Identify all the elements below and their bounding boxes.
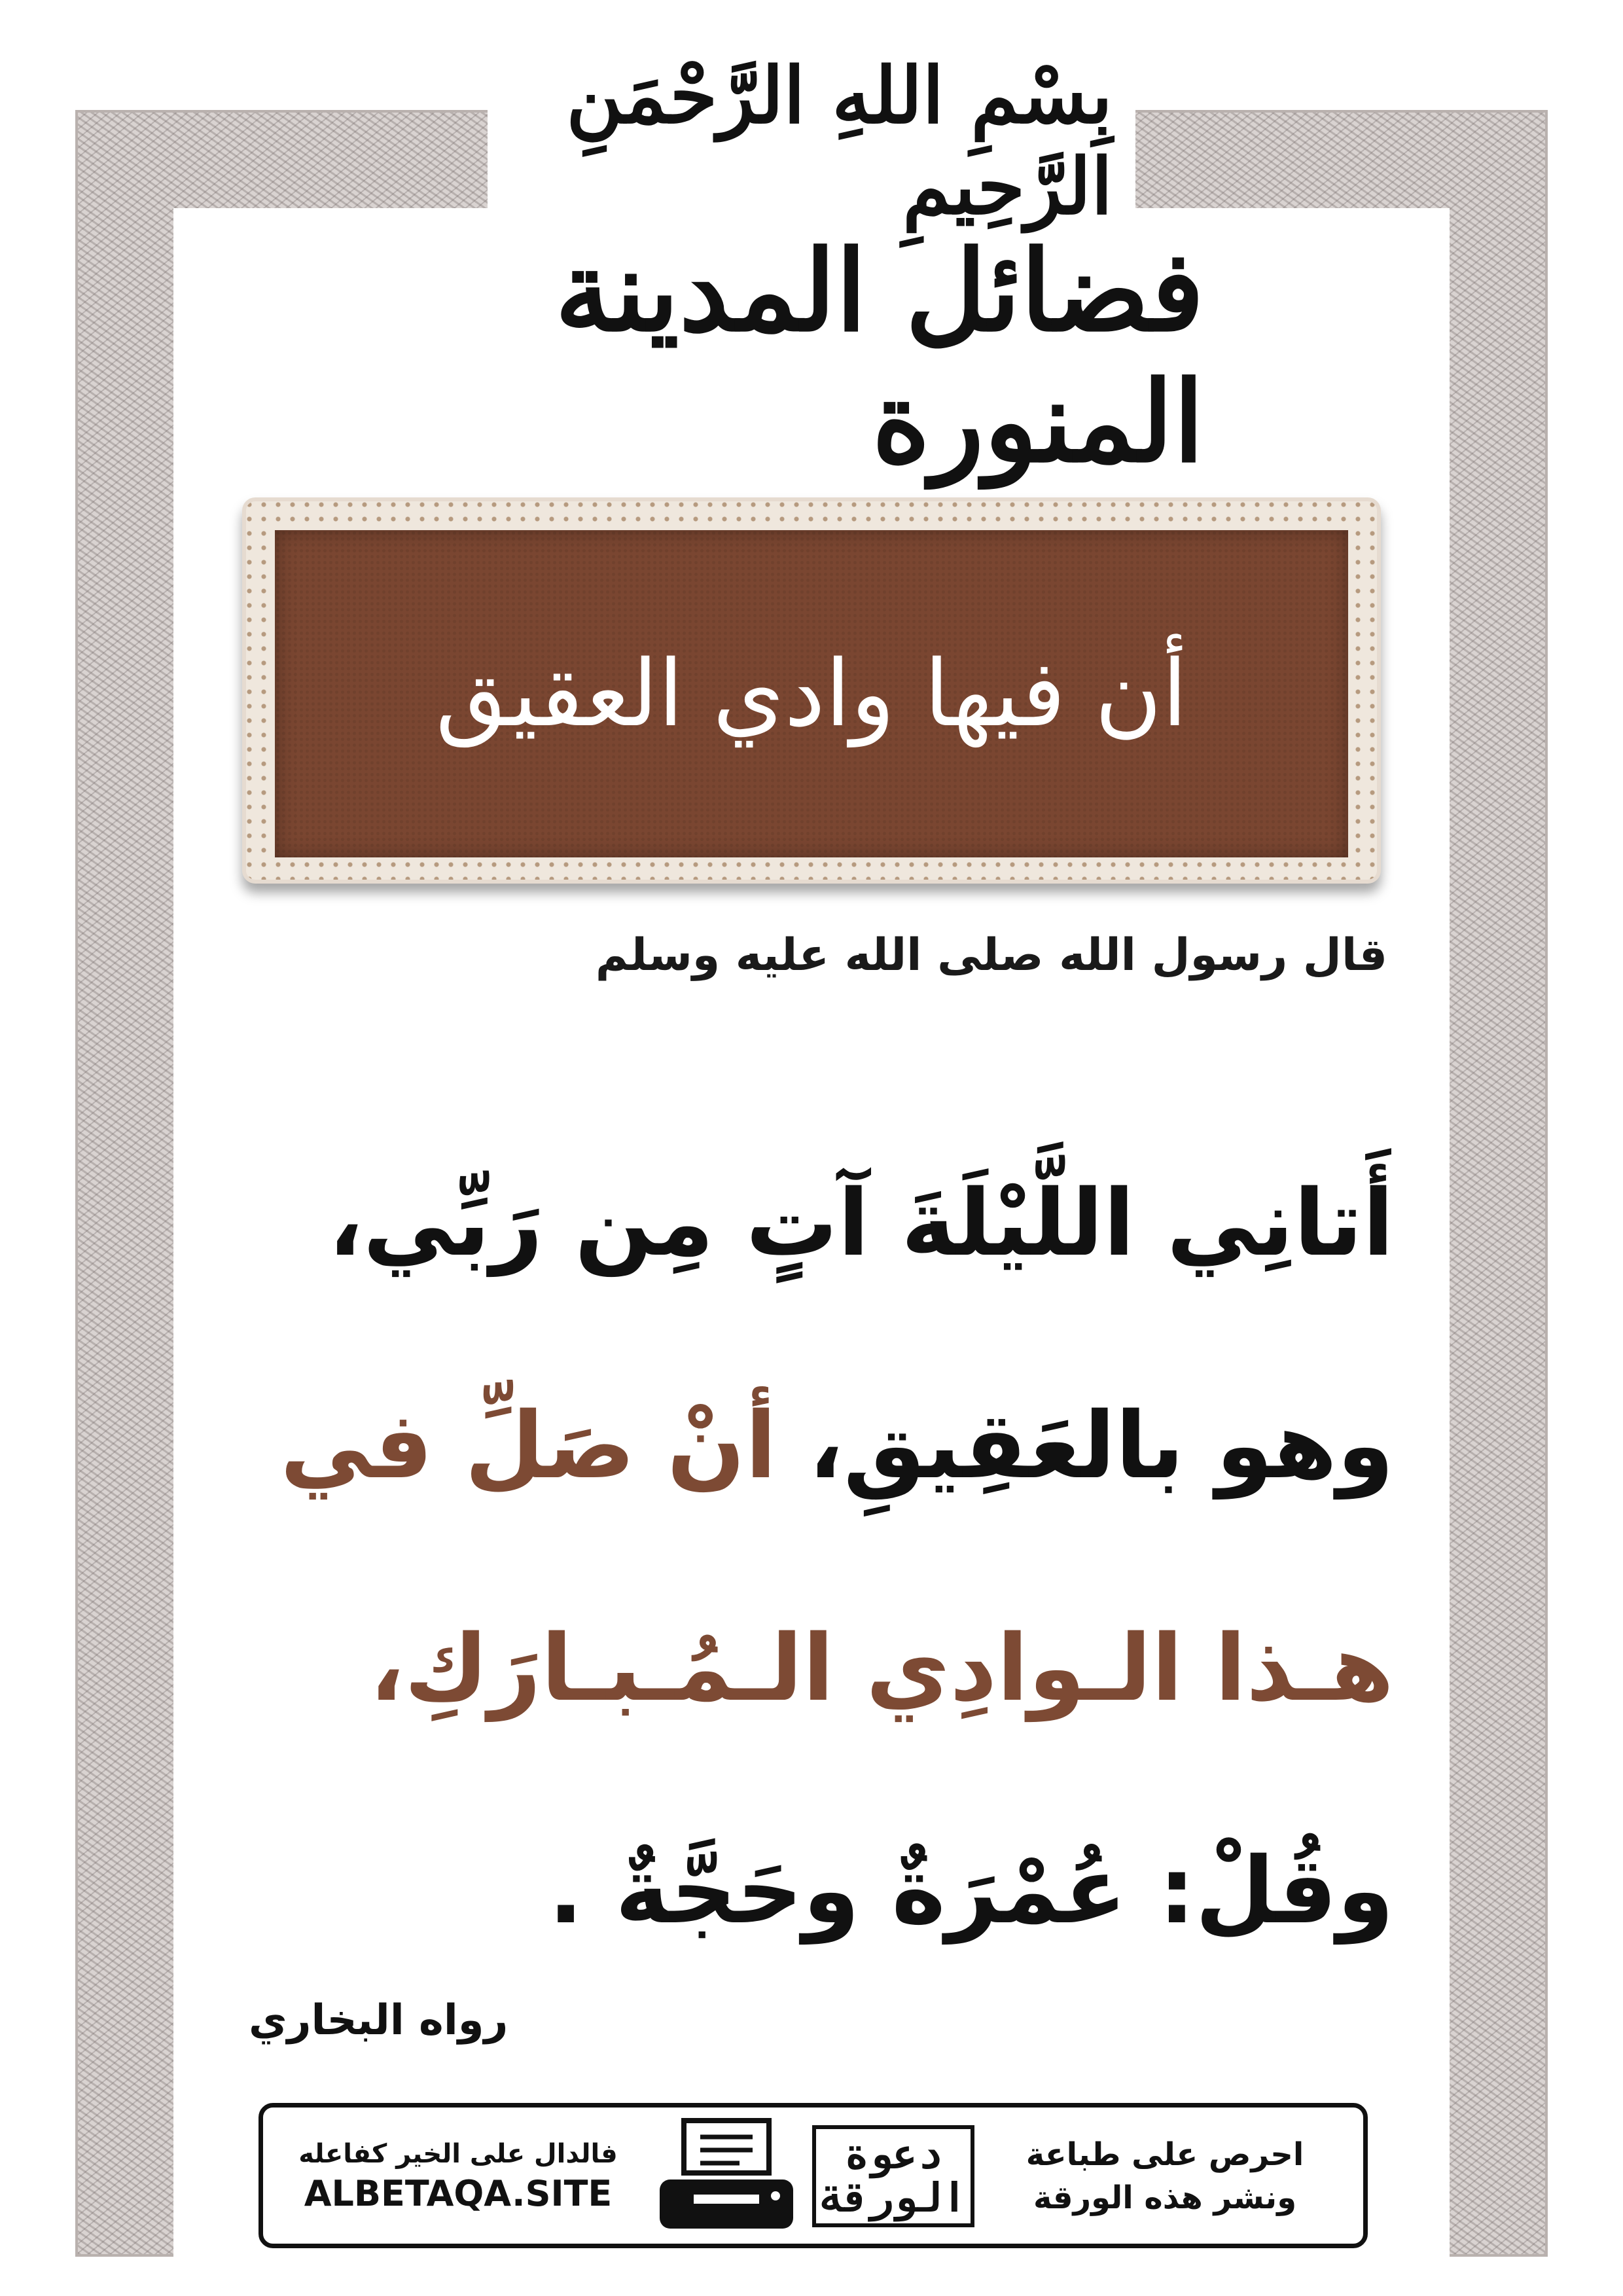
footer-site-block	[288, 2121, 628, 2232]
dawah-logo	[820, 2111, 967, 2242]
page-title: فضائل المدينة المنورة	[554, 226, 1204, 488]
footer-note-line-1: احرص على طباعة	[1026, 2136, 1304, 2173]
logo-line-1: دعوة	[844, 2130, 942, 2178]
hadith-line-1: أَتانِي اللَّيْلَةَ آتٍ مِن رَبِّي،	[328, 1170, 1394, 1277]
hadith-line-2-highlight: أنْ صَلِّ في	[280, 1393, 777, 1499]
printer-icon	[654, 2117, 798, 2235]
topic-banner	[275, 530, 1348, 857]
footer-tagline: فالدال على الخير كفاعله	[298, 2138, 618, 2169]
logo-mark	[812, 2125, 974, 2227]
hadith-text	[216, 1113, 1394, 2003]
footer-note-line-2: ونشر هذه الورقة	[1033, 2179, 1297, 2216]
hadith-line-2	[216, 1335, 1394, 1558]
logo-line-2: الورقة	[820, 2174, 967, 2221]
banner-text: أن فيها وادي العقيق	[435, 640, 1188, 747]
footer-site-link[interactable]: ALBETAQA.SITE	[304, 2172, 613, 2214]
hadith-line-4: وقُلْ: عُمْرَةٌ وحَجَّةٌ .	[548, 1838, 1394, 1945]
hadith-intro: قال رسول الله صلى الله عليه وسلم	[595, 929, 1387, 981]
basmala-calligraphy: بِسْمِ اللهِ الرَّحْمَنِ الرَّحِيمِ	[566, 50, 1113, 232]
hadith-line-3: هـذا الـوادِي الـمُـبـارَكِ،	[369, 1615, 1394, 1722]
footer-note	[988, 2121, 1342, 2232]
hadith-source: رواه البخاري	[249, 1996, 508, 2045]
hadith-line-2-dark: وهو بالعَقِيقِ،	[776, 1393, 1394, 1499]
